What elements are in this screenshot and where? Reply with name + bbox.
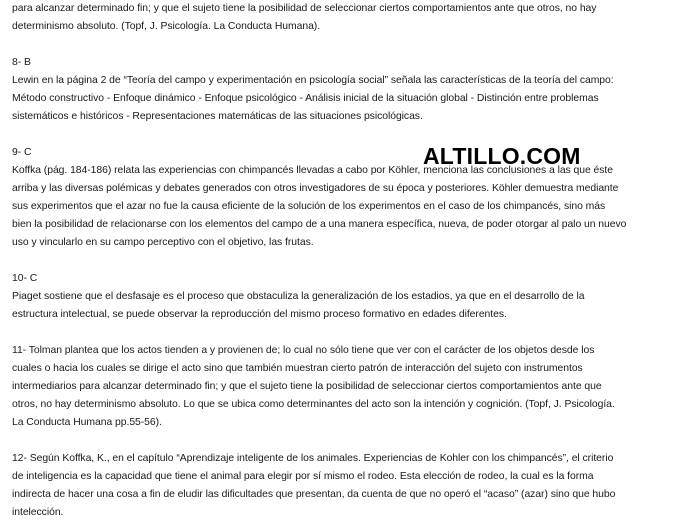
text-line: para alcanzar determinado fin; y que el sujeto tiene la posibilidad de seleccionar ciertos comportamientos ante que otros, no hay (12, 3, 597, 14)
text-line: arriba y las diversas polémicas y debates generados con otros investigadores de su época y posteriores. Köhler demuestra mediante (12, 183, 619, 194)
text-line: de inteligencia es la capacidad que tiene el animal para elegir por sí mismo el rodeo. Esta elección de rodeo, la cual es la forma (12, 471, 594, 482)
text-line: bien la posibilidad de relacionarse con los elementos del campo de a una manera específica, nueva, de poder otorgar al palo un nuevo (12, 219, 627, 230)
text-line: sus experimentos que el azar no fue la causa eficiente de la solución de los experimentos en el caso de los chimpancés, sino más (12, 201, 606, 212)
text-line: otros, no hay determinismo absoluto. Lo que se ubica como determinantes del acto son la intención y cognición. (Topf, J. Psicología. (12, 399, 615, 410)
text-line: determinismo absoluto. (Topf, J. Psicología. La Conducta Humana). (12, 21, 321, 32)
site-watermark: ALTILLO.COM (423, 143, 581, 169)
intro-paragraph (12, 0, 692, 36)
answer-heading: 8- B (12, 57, 31, 68)
answer-heading: 9- C (12, 147, 32, 158)
answer-12 (12, 450, 692, 522)
text-line: Método constructivo - Enfoque dinámico - Enfoque psicológico - Análisis inicial de la situación global - Distinción entre problemas (12, 93, 599, 104)
text-line: intelección. (12, 507, 64, 518)
text-line: Piaget sostiene que el desfasaje es el proceso que obstaculiza la generalización de los estadios, ya que en el desarrollo de la (12, 291, 585, 302)
answer-11 (12, 342, 692, 432)
answer-10 (12, 270, 692, 324)
text-line: Koffka (pág. 184-186) relata las experiencias con chimpancés llevadas a cabo por Köhler, menciona las conclusiones a las que éste (12, 165, 613, 176)
text-line: uso y vincularlo en su campo perceptivo con el objetivo, las frutas. (12, 237, 314, 248)
text-line: estructura intelectual, se puede observar la reproducción del mismo proceso formativo en edades diferentes. (12, 309, 507, 320)
text-line: La Conducta Humana pp.55-56). (12, 417, 162, 428)
answer-9 (12, 144, 692, 252)
text-line: intermediarios para alcanzar determinado fin; y que el sujeto tiene la posibilidad de seleccionar ciertos comportamientos ante que (12, 381, 602, 392)
text-line: 12- Según Koffka, K., en el capítulo “Aprendizaje inteligente de los animales. Experiencias de Kohler con los chimpancés”, el criterio (12, 453, 614, 464)
answer-heading: 10- C (12, 273, 38, 284)
text-line: Lewin en la página 2 de “Teoría del campo y experimentación en psicología social” señala las características de la teoría del campo: (12, 75, 614, 86)
document-page (12, 0, 692, 525)
text-line: 11- Tolman plantea que los actos tienden a y provienen de; lo cual no sólo tiene que ver con el carácter de los objetos desde los (12, 345, 595, 356)
text-line: indirecta de hacer una cosa a fin de eludir las dificultades que presentan, da cuenta de que no operó el “acaso” (azar) sino que hubo (12, 489, 616, 500)
text-line: sistemáticos e históricos - Representaciones matemáticas de las situaciones psicológicas. (12, 111, 423, 122)
text-line: cuales o hacia los cuales se dirige el acto sino que también muestran cierto patrón de interacción del sujeto con instrumentos (12, 363, 583, 374)
answer-8 (12, 54, 692, 126)
